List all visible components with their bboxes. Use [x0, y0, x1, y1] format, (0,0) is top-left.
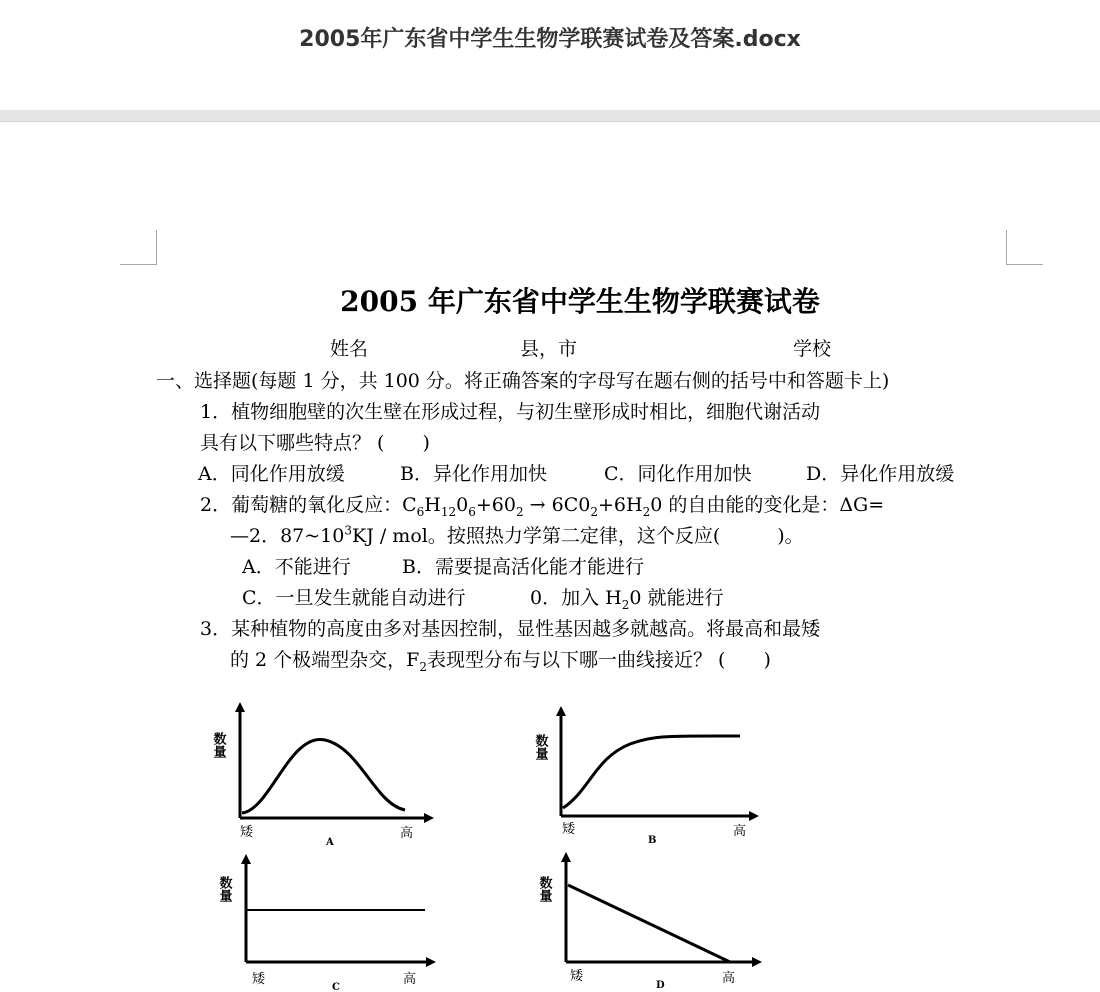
q2-formula: 0 的自由能的变化是：ΔG= — [650, 494, 885, 516]
q2-option-d — [530, 583, 723, 610]
y-label: 数量 — [536, 876, 552, 902]
x-low-label: 矮 — [240, 825, 254, 840]
q3-graphs — [200, 692, 780, 992]
q3-text: 表现型分布与以下哪一曲线接近？ ( ) — [427, 649, 771, 671]
q2-option-c: C．一旦发生就能自动进行 — [242, 587, 466, 609]
curve-saturating — [563, 736, 740, 808]
q1-line2: 具有以下哪些特点？ ( ) — [200, 432, 430, 454]
q2-arrow: → — [523, 494, 552, 516]
graph-panel-d — [537, 856, 759, 991]
x-low-label: 矮 — [252, 972, 266, 987]
graph-panel-a — [211, 706, 431, 848]
y-label: 数量 — [210, 732, 226, 758]
x-high-label: 高 — [722, 971, 736, 986]
crop-mark-right — [1006, 230, 1043, 265]
q2-sub: 2 — [621, 597, 630, 612]
x-low-label: 矮 — [570, 969, 584, 984]
q2-line1 — [200, 490, 884, 517]
q3-line2 — [230, 645, 771, 672]
q2-formula: C — [402, 494, 417, 516]
q2-lead: 2．葡萄糖的氧化反应： — [200, 494, 403, 516]
x-low-label: 矮 — [562, 822, 576, 837]
field-school: 学校 — [793, 338, 832, 360]
q2-sup: 3 — [344, 523, 353, 538]
field-county: 县，市 — [520, 338, 578, 360]
q2-option-a: A．不能进行 — [242, 556, 351, 578]
curve-bell — [242, 739, 405, 813]
q3-sub: 2 — [419, 659, 427, 674]
q2-formula: 0 — [456, 494, 469, 516]
q1-line1: 1．植物细胞壁的次生壁在形成过程，与初生壁形成时相比，细胞代谢活动 — [200, 401, 821, 423]
paper-title: 2005 年广东省中学生生物学联赛试卷 — [340, 285, 820, 318]
y-label: 数量 — [216, 876, 232, 902]
q2-sub: 2 — [590, 504, 598, 519]
q2-sub: 2 — [642, 504, 651, 519]
q2-option-d-text: 0．加入 H — [530, 587, 622, 609]
document-filename: 2005年广东省中学生生物学联赛试卷及答案.docx — [299, 27, 801, 52]
q2-sub: 2 — [515, 504, 524, 519]
q2-line2 — [230, 521, 804, 548]
panel-letter: B — [648, 835, 657, 846]
toolbar-separator — [0, 110, 1100, 122]
y-label: 数量 — [532, 734, 548, 760]
q1-option-d: D．异化作用放缓 — [806, 463, 955, 485]
section-heading: 一、选择题(每题 1 分，共 100 分。将正确答案的字母写在题右侧的括号中和答题卡上) — [156, 370, 890, 392]
q1-option-b: B．异化作用加快 — [400, 463, 547, 485]
q2-sub: 6 — [416, 504, 425, 519]
graph-panel-c — [217, 858, 433, 992]
panel-letter: D — [656, 980, 665, 991]
crop-mark-left — [120, 230, 157, 265]
x-high-label: 高 — [400, 826, 414, 841]
q2-option-d-text: 0 就能进行 — [629, 587, 724, 609]
q2-formula: H — [424, 494, 441, 516]
q2-sub: 12 — [440, 504, 457, 519]
title-bar — [0, 0, 1100, 110]
q2-dg: —2．87~10 — [230, 525, 345, 547]
x-high-label: 高 — [733, 824, 747, 839]
q2-dg-rest: KJ / mol。按照热力学第二定律，这个反应( )。 — [352, 525, 804, 547]
field-name: 姓名 — [330, 338, 369, 360]
q1-option-a: A．同化作用放缓 — [198, 463, 345, 485]
q2-option-b: B．需要提高活化能才能进行 — [402, 556, 644, 578]
q2-formula: 6C0 — [551, 494, 591, 516]
curve-declining — [568, 885, 730, 962]
q2-sub: 6 — [468, 504, 476, 519]
panel-letter: C — [332, 982, 340, 992]
panel-letter: A — [326, 837, 334, 848]
x-high-label: 高 — [403, 972, 417, 987]
q2-formula: +60 — [475, 494, 516, 516]
q3-text: 的 2 个极端型杂交，F — [230, 649, 420, 671]
q1-option-c: C．同化作用加快 — [604, 463, 752, 485]
graph-panel-b — [533, 710, 756, 846]
document-page — [0, 122, 1100, 990]
q3-line1: 3．某种植物的高度由多对基因控制，显性基因越多就越高。将最高和最矮 — [200, 618, 821, 640]
q2-formula: +6H — [597, 494, 643, 516]
